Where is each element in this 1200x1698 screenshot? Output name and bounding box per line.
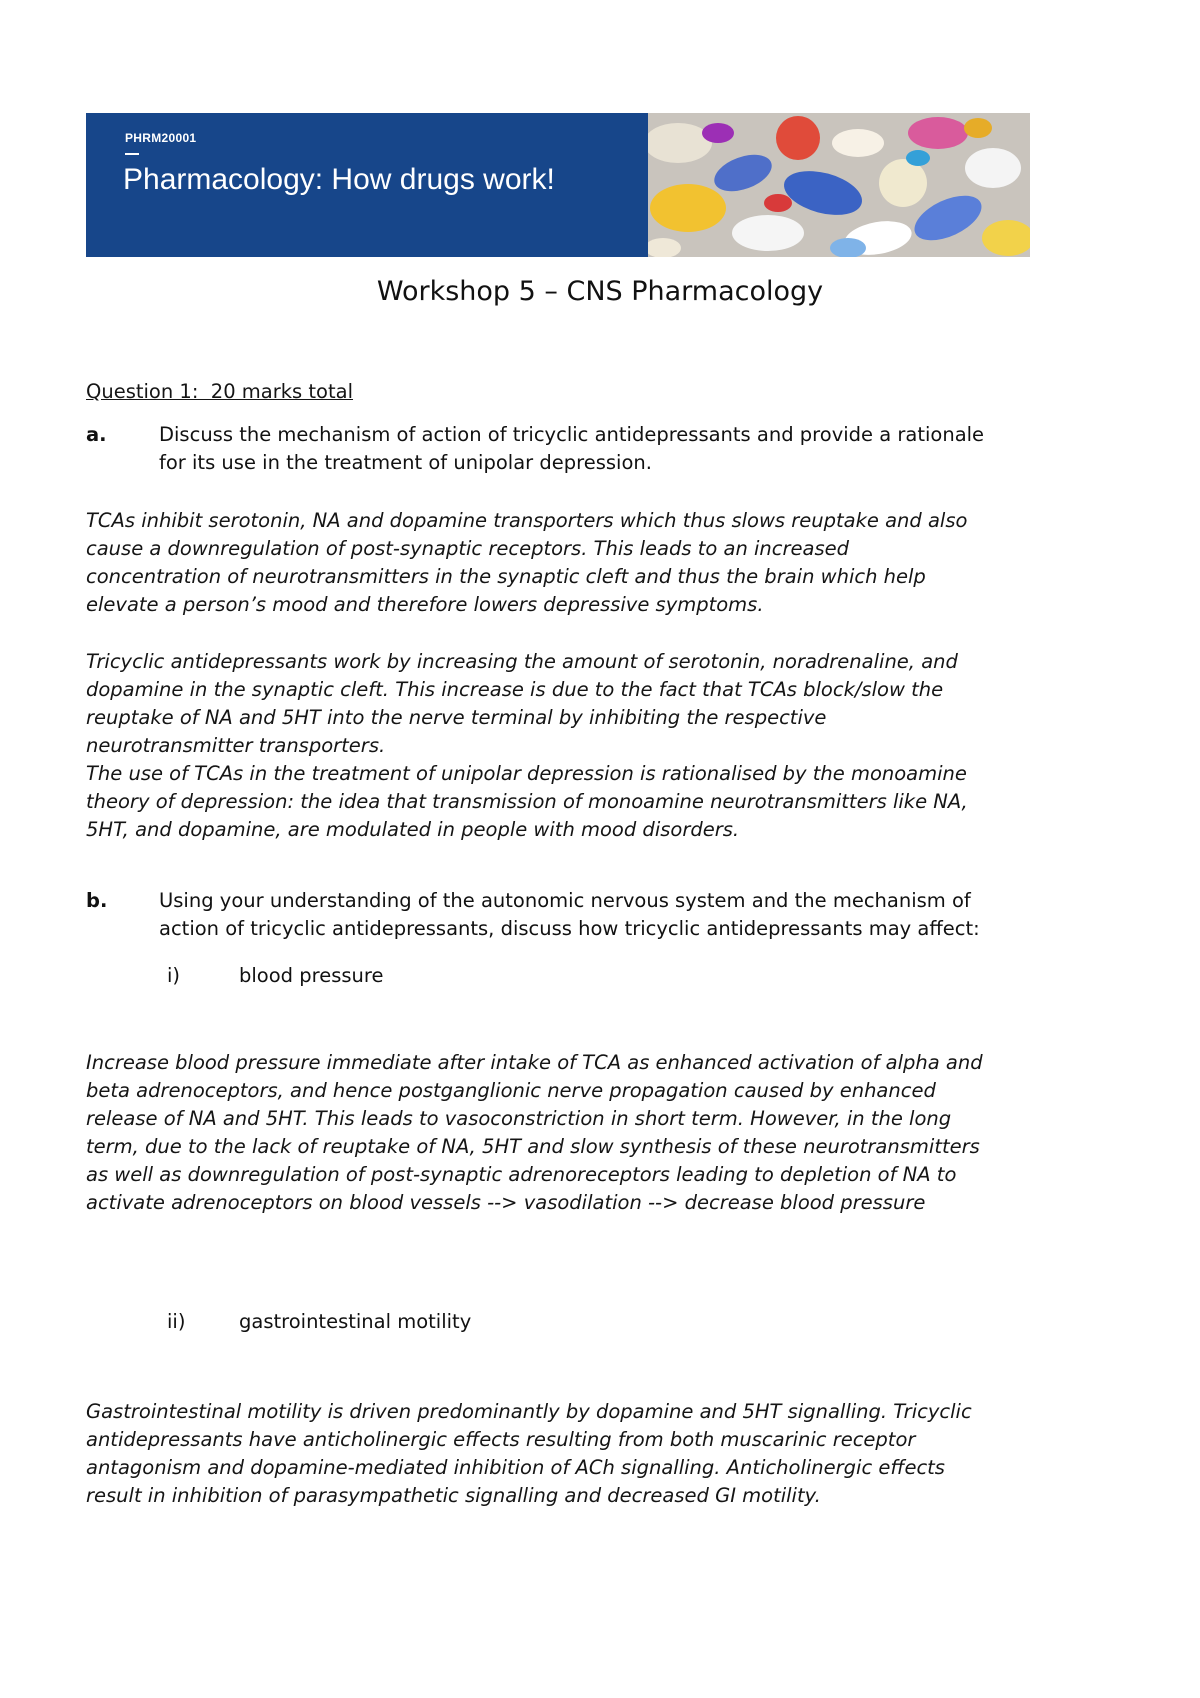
banner-divider	[125, 153, 139, 155]
part-b-question-line: Using your understanding of the autonomic nervous system and the mechanism of	[159, 889, 971, 912]
answer-line: antagonism and dopamine-mediated inhibition of ACh signalling. Anticholinergic effects	[86, 1456, 945, 1479]
part-a-label: a.	[86, 423, 107, 446]
answer-line: result in inhibition of parasympathetic signalling and decreased GI motility.	[86, 1484, 821, 1507]
part-b-question	[159, 887, 1119, 943]
answer-line: activate adrenoceptors on blood vessels --> vasodilation --> decrease blood pressure	[86, 1191, 926, 1214]
question-heading: Question 1: 20 marks total	[86, 380, 354, 403]
part-b-question-line: action of tricyclic antidepressants, discuss how tricyclic antidepressants may affect:	[159, 917, 980, 940]
answer-line: antidepressants have anticholinergic effects resulting from both muscarinic receptor	[86, 1428, 916, 1451]
answer-line: Gastrointestinal motility is driven predominantly by dopamine and 5HT signalling. Tricyclic	[86, 1400, 972, 1423]
answer-line: The use of TCAs in the treatment of unipolar depression is rationalised by the monoamine	[86, 762, 967, 785]
pills-photo	[648, 113, 1030, 257]
part-a-question	[159, 421, 1119, 477]
page-title: Workshop 5 – CNS Pharmacology	[376, 276, 824, 307]
answer-line: concentration of neurotransmitters in the synaptic cleft and thus the brain which help	[86, 565, 926, 588]
answer-line: 5HT, and dopamine, are modulated in people with mood disorders.	[86, 818, 740, 841]
banner-title: Pharmacology: How drugs work!	[123, 163, 555, 196]
sub-ii-label: ii)	[167, 1310, 186, 1333]
answer-line: as well as downregulation of post-synaptic adrenoreceptors leading to depletion of NA to	[86, 1163, 957, 1186]
answer-line: term, due to the lack of reuptake of NA, 5HT and slow synthesis of these neurotransmitters	[86, 1135, 980, 1158]
pills-photo-icon	[648, 113, 1030, 257]
answer-line: beta adrenoceptors, and hence postganglionic nerve propagation caused by enhanced	[86, 1079, 936, 1102]
course-banner	[86, 113, 1030, 257]
answer-line: reuptake of NA and 5HT into the nerve terminal by inhibiting the respective	[86, 706, 827, 729]
answer-line: Increase blood pressure immediate after intake of TCA as enhanced activation of alpha and	[86, 1051, 983, 1074]
answer-line: dopamine in the synaptic cleft. This increase is due to the fact that TCAs block/slow the	[86, 678, 944, 701]
sub-i-label: i)	[167, 964, 181, 987]
answer-line: release of NA and 5HT. This leads to vasoconstriction in short term. However, in the long	[86, 1107, 952, 1130]
answer-line: theory of depression: the idea that transmission of monoamine neurotransmitters like NA,	[86, 790, 968, 813]
answer-line: Tricyclic antidepressants work by increasing the amount of serotonin, noradrenaline, and	[86, 650, 958, 673]
course-code: PHRM20001	[125, 131, 197, 145]
answer-line: cause a downregulation of post-synaptic receptors. This leads to an increased	[86, 537, 850, 560]
part-a-question-line: for its use in the treatment of unipolar depression.	[159, 451, 652, 474]
answer-line: TCAs inhibit serotonin, NA and dopamine transporters which thus slows reuptake and also	[86, 509, 968, 532]
part-b-label: b.	[86, 889, 108, 912]
sub-ii-text: gastrointestinal motility	[239, 1310, 472, 1333]
answer-line: neurotransmitter transporters.	[86, 734, 386, 757]
sub-ii-answer	[86, 1398, 1126, 1510]
part-a-question-line: Discuss the mechanism of action of tricyclic antidepressants and provide a rationale	[159, 423, 985, 446]
part-a-answer-1	[86, 507, 1126, 619]
part-a-answer-2	[86, 648, 1126, 844]
answer-line: elevate a person’s mood and therefore lowers depressive symptoms.	[86, 593, 764, 616]
sub-i-text: blood pressure	[239, 964, 384, 987]
sub-i-answer	[86, 1049, 1126, 1217]
